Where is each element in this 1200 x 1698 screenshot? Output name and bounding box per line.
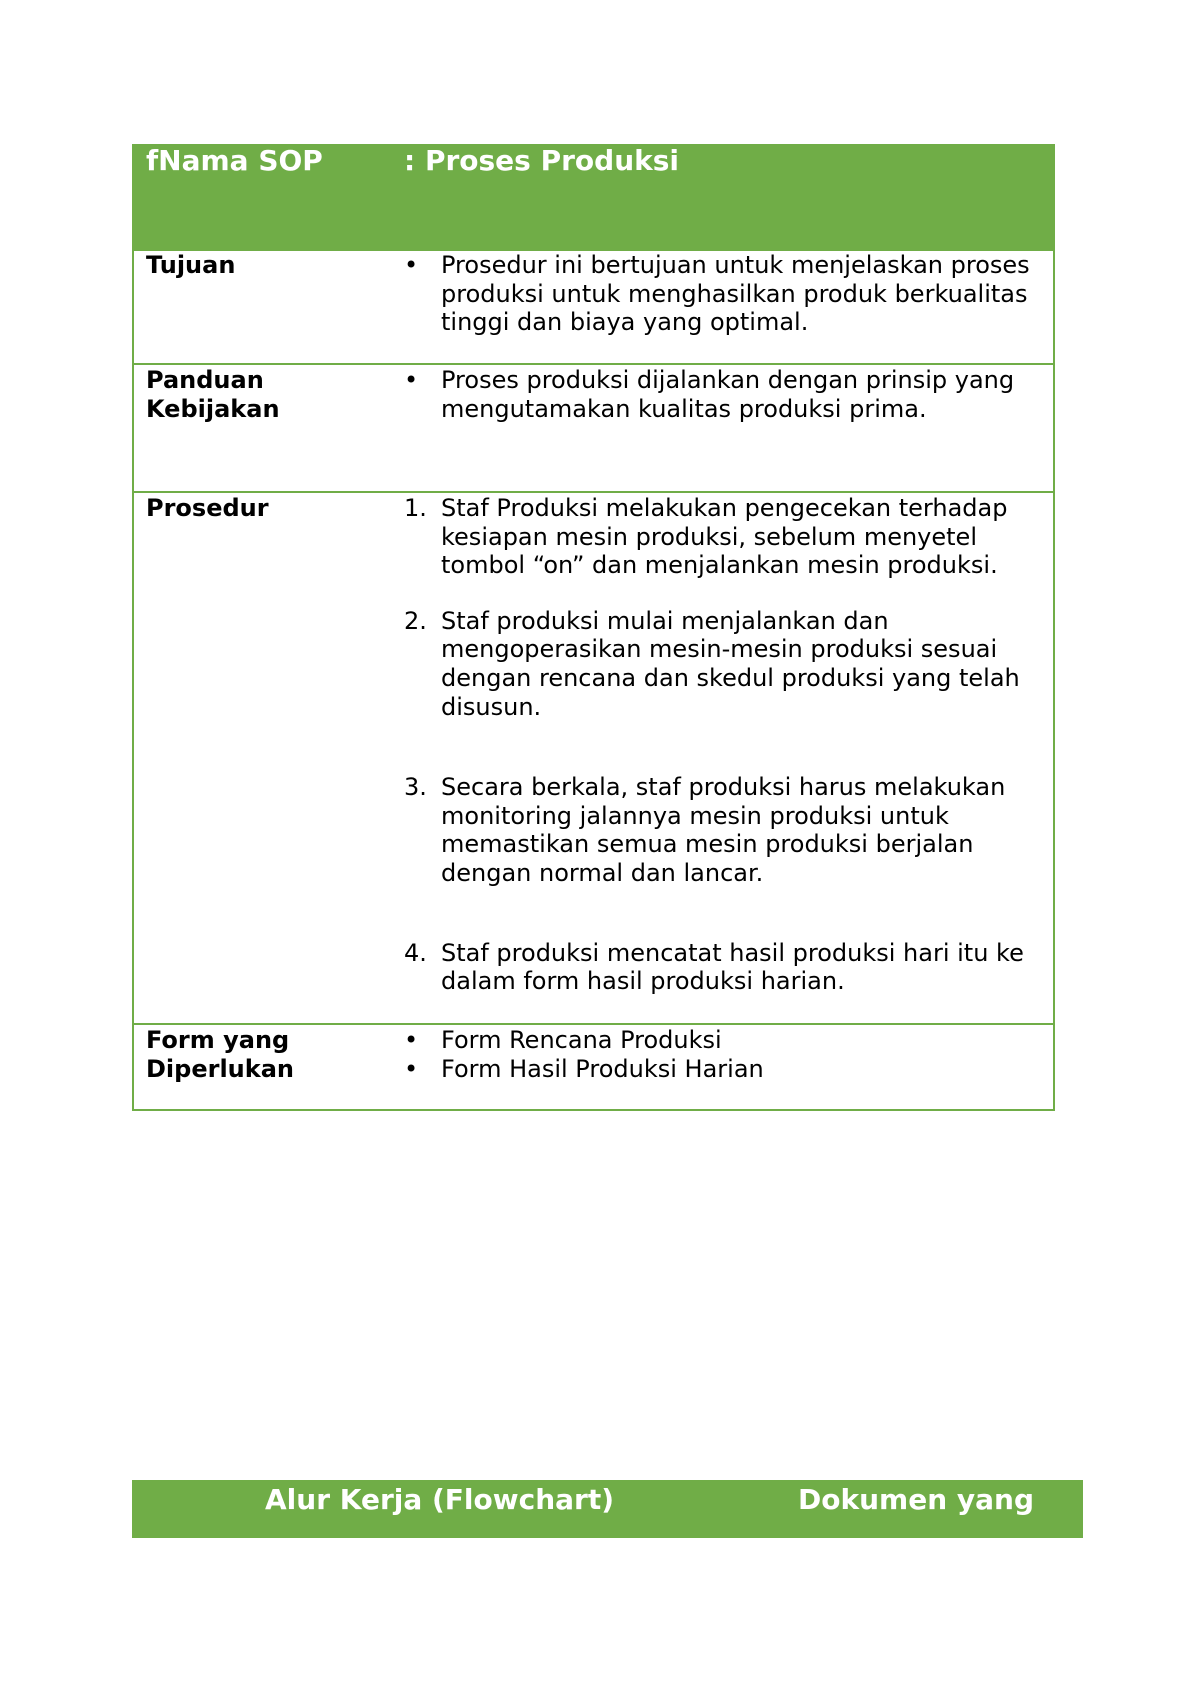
list-item-text: Form Rencana Produksi: [441, 1026, 722, 1054]
procedure-step: [404, 607, 1053, 721]
label-panduan-kebijakan: Panduan Kebijakan: [146, 366, 280, 423]
sop-table: [132, 144, 1055, 1111]
flow-section-header-bar: [132, 1480, 1083, 1538]
row-form-diperlukan: [134, 1025, 1053, 1111]
procedure-step: [404, 494, 1053, 580]
step-number: 4.: [404, 938, 427, 967]
content-cell-form-diperlukan: [404, 1026, 1053, 1109]
step-text: Staf Produksi melakukan pengecekan terhadap kesiapan mesin produksi, sebelum menyetel tombol “on” dan menjalankan mesin produksi.: [441, 494, 1008, 580]
step-number: 2.: [404, 606, 427, 635]
bullet-marker: •: [404, 251, 419, 279]
procedure-steps: [404, 494, 1053, 1023]
dokumen-heading: Dokumen yang: [798, 1483, 1035, 1516]
bullet-marker: •: [404, 1054, 419, 1083]
list-item: [404, 1055, 1053, 1084]
step-text: Staf produksi mulai menjalankan dan mengoperasikan mesin-mesin produksi sesuai dengan rencana dan skedul produksi yang telah disusun.: [441, 606, 1020, 721]
list-item-text: Prosedur ini bertujuan untuk menjelaskan proses produksi untuk menghasilkan produk berkualitas tinggi dan biaya yang optimal.: [441, 251, 1030, 337]
content-cell-panduan-kebijakan: [404, 366, 1053, 491]
bullet-marker: •: [404, 366, 419, 394]
label-tujuan: Tujuan: [146, 251, 236, 279]
list-item: [404, 251, 1053, 337]
sop-name-label: fNama SOP: [146, 144, 323, 177]
list-item-text: Proses produksi dijalankan dengan prinsip yang mengutamakan kualitas produksi prima.: [441, 366, 1015, 423]
alur-kerja-heading: Alur Kerja (Flowchart): [265, 1483, 615, 1516]
step-text: Staf produksi mencatat hasil produksi hari itu ke dalam form hasil produksi harian.: [441, 938, 1024, 996]
label-cell-form-diperlukan: [134, 1026, 404, 1109]
label-cell-tujuan: [134, 251, 404, 363]
content-cell-tujuan: [404, 251, 1053, 363]
sop-header-row: [134, 144, 1053, 251]
row-tujuan: [134, 251, 1053, 365]
procedure-step: [404, 773, 1053, 887]
label-cell-prosedur: [134, 494, 404, 1023]
step-number: 3.: [404, 773, 427, 802]
label-form-diperlukan: Form yang Diperlukan: [146, 1026, 294, 1083]
row-panduan-kebijakan: [134, 365, 1053, 493]
sop-name-value-cell: [404, 144, 1053, 251]
label-prosedur: Prosedur: [146, 494, 269, 522]
sop-name-value: : Proses Produksi: [404, 144, 680, 177]
sop-name-label-cell: [134, 144, 404, 251]
step-number: 1.: [404, 494, 427, 522]
procedure-step: [404, 939, 1053, 996]
list-item: [404, 366, 1053, 423]
bullet-marker: •: [404, 1026, 419, 1054]
row-prosedur: [134, 493, 1053, 1025]
list-item: [404, 1026, 1053, 1055]
list-item-text: Form Hasil Produksi Harian: [441, 1054, 764, 1083]
label-cell-panduan-kebijakan: [134, 366, 404, 491]
step-text: Secara berkala, staf produksi harus melakukan monitoring jalannya mesin produksi untuk memastikan semua mesin produksi berjalan dengan normal dan lancar.: [441, 773, 1006, 887]
